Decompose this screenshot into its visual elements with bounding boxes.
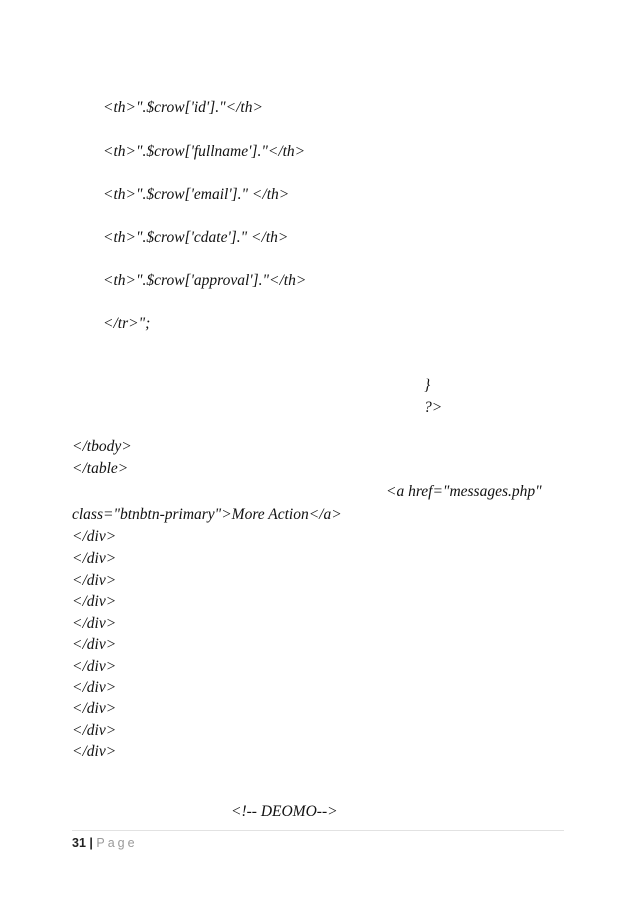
footer-separator: |	[89, 836, 93, 850]
code-line-div-close: </div>	[72, 743, 117, 760]
page-label: Page	[96, 836, 138, 850]
code-line-brace-close: }	[424, 377, 431, 394]
code-line-div-close: </div>	[72, 550, 117, 567]
page-footer	[72, 836, 138, 850]
page-number: 31	[72, 836, 86, 850]
code-line-table-close: </table>	[72, 460, 129, 477]
code-line-comment: <!-- DEOMO-->	[231, 803, 338, 820]
code-line-tbody-close: </tbody>	[72, 438, 132, 455]
code-line-div-close: </div>	[72, 593, 117, 610]
code-line-php-close: ?>	[424, 399, 443, 416]
code-line-tr-close: </tr>";	[103, 315, 151, 332]
code-line-th-id: <th>".$crow['id']."</th>	[103, 99, 263, 116]
code-line-th-approval: <th>".$crow['approval']."</th>	[103, 272, 307, 289]
code-line-div-close: </div>	[72, 658, 117, 675]
code-line-div-close: </div>	[72, 636, 117, 653]
code-line-th-cdate: <th>".$crow['cdate']." </th>	[103, 229, 289, 246]
code-line-th-fullname: <th>".$crow['fullname']."</th>	[103, 143, 306, 160]
code-line-div-close: </div>	[72, 528, 117, 545]
code-line-th-email: <th>".$crow['email']." </th>	[103, 186, 290, 203]
code-line-div-close: </div>	[72, 679, 117, 696]
code-line-anchor-open: <a href="messages.php"	[386, 483, 542, 500]
code-line-div-close: </div>	[72, 572, 117, 589]
code-line-div-close: </div>	[72, 700, 117, 717]
code-line-div-close: </div>	[72, 615, 117, 632]
code-line-anchor-rest: class="btnbtn-primary">More Action</a>	[72, 506, 342, 523]
code-line-div-close: </div>	[72, 722, 117, 739]
footer-divider	[72, 830, 564, 831]
